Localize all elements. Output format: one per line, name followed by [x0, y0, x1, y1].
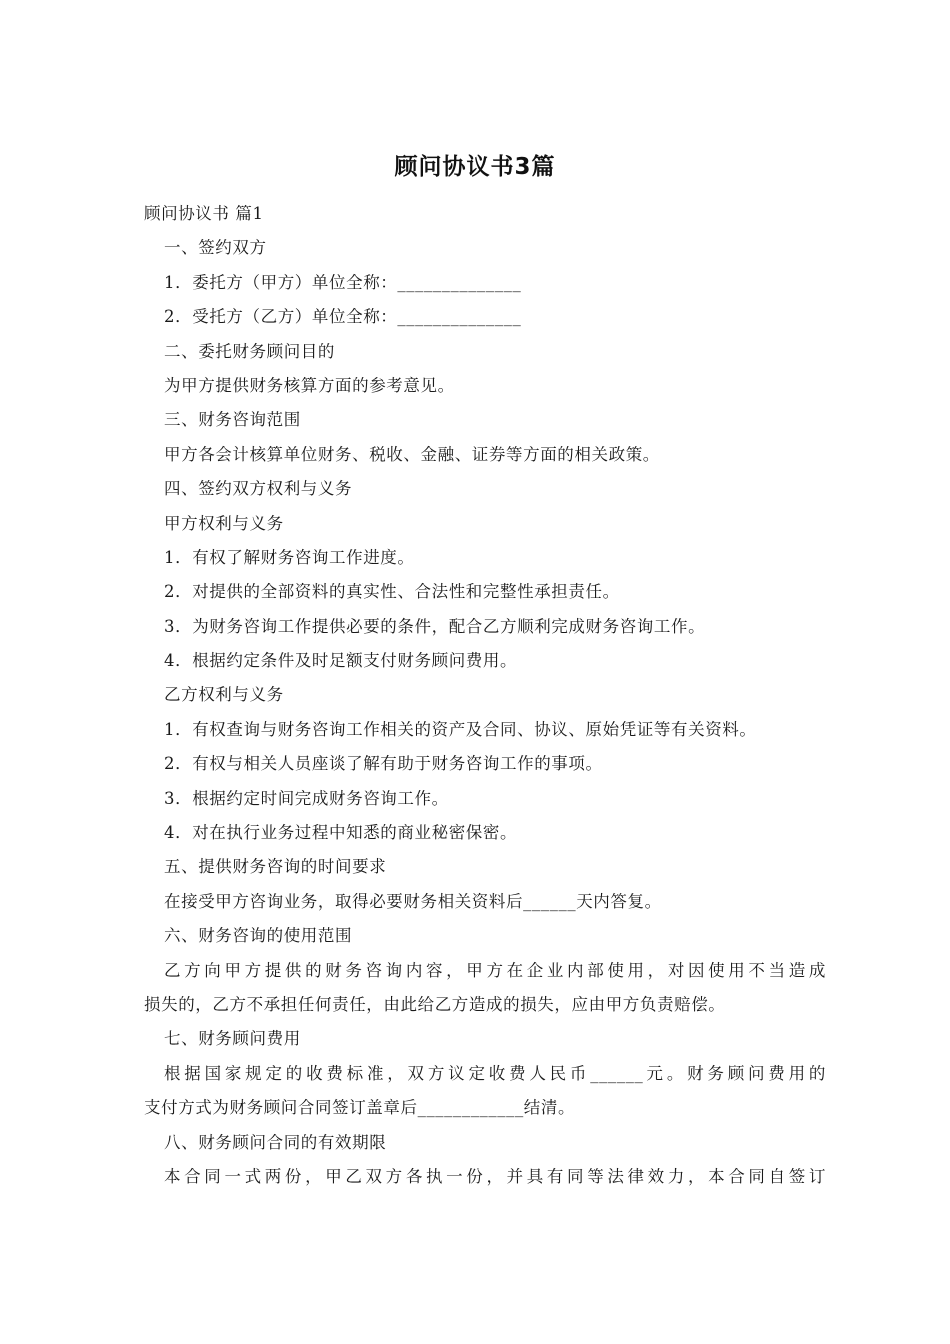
paragraph-line: 顾问协议书 篇1: [144, 204, 264, 223]
paragraph-line: 3．为财务咨询工作提供必要的条件，配合乙方顺利完成财务咨询工作。: [164, 616, 706, 636]
paragraph-line: 六、财务咨询的使用范围: [164, 926, 353, 946]
paragraph-line: 二、委托财务顾问目的: [164, 341, 335, 361]
paragraph-line: 三、财务咨询范围: [164, 410, 301, 430]
paragraph-line: 4．对在执行业务过程中知悉的商业秘密保密。: [164, 823, 518, 843]
paragraph-line: 4．根据约定条件及时足额支付财务顾问费用。: [164, 651, 518, 671]
paragraph-line: 1．有权查询与财务咨询工作相关的资产及合同、协议、原始凭证等有关资料。: [164, 719, 757, 739]
paragraph-line: 2．受托方（乙方）单位全称：______________: [164, 307, 522, 327]
paragraph-line: 为甲方提供财务核算方面的参考意见。: [164, 375, 455, 395]
paragraph-line: 七、财务顾问费用: [164, 1029, 301, 1049]
paragraph-line: 支付方式为财务顾问合同签订盖章后____________结清。: [144, 1098, 576, 1118]
paragraph-line: 四、签约双方权利与义务: [164, 479, 353, 499]
paragraph-line: 在接受甲方咨询业务，取得必要财务相关资料后______天内答复。: [164, 891, 662, 911]
paragraph-line: 五、提供财务咨询的时间要求: [164, 857, 387, 877]
document-body: [144, 197, 824, 1194]
paragraph-line: 1．有权了解财务咨询工作进度。: [164, 547, 415, 567]
paragraph-line: 1．委托方（甲方）单位全称：______________: [164, 272, 522, 292]
document-title: 顾问协议书3篇: [394, 154, 556, 180]
paragraph-line: 根据国家规定的收费标准，双方议定收费人民币______元。财务顾问费用的: [164, 1063, 826, 1083]
paragraph-line: 3．根据约定时间完成财务咨询工作。: [164, 788, 449, 808]
paragraph-line: 一、签约双方: [164, 238, 267, 258]
paragraph-line: 本合同一式两份，甲乙双方各执一份，并具有同等法律效力，本合同自签订: [164, 1166, 826, 1186]
paragraph-line: 八、财务顾问合同的有效期限: [164, 1132, 387, 1152]
paragraph-line: 乙方权利与义务: [164, 685, 284, 705]
paragraph-line: 乙方向甲方提供的财务咨询内容，甲方在企业内部使用，对因使用不当造成: [164, 960, 826, 980]
paragraph-line: 2．有权与相关人员座谈了解有助于财务咨询工作的事项。: [164, 754, 603, 774]
paragraph-line: 损失的，乙方不承担任何责任，由此给乙方造成的损失，应由甲方负责赔偿。: [144, 994, 726, 1014]
paragraph-line: 甲方权利与义务: [164, 513, 284, 533]
paragraph-line: 甲方各会计核算单位财务、税收、金融、证券等方面的相关政策。: [164, 444, 660, 464]
paragraph-line: 2．对提供的全部资料的真实性、合法性和完整性承担责任。: [164, 582, 620, 602]
